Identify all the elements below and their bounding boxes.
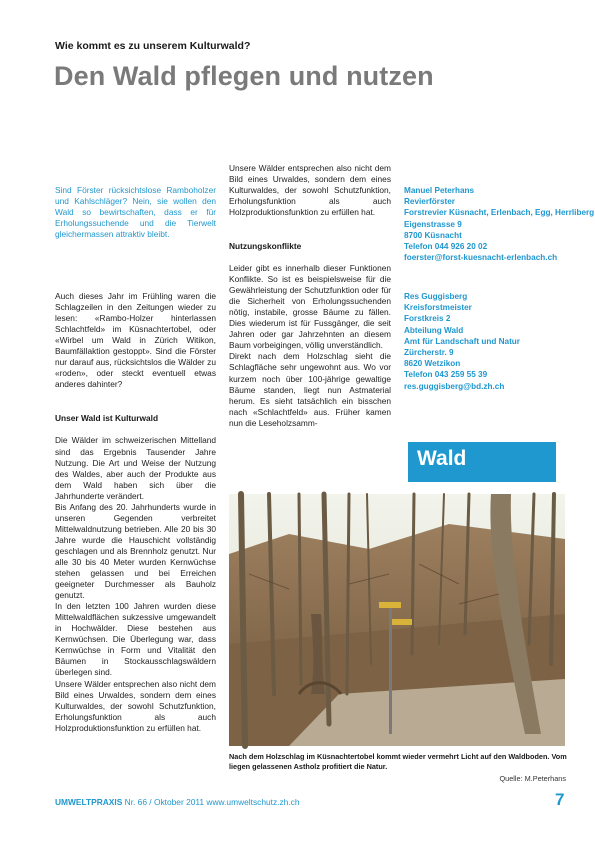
photo-caption: Nach dem Holzschlag im Küsnachtertobel kommt wieder vermehrt Licht auf den Waldboden. Vom liegen gelassenen Astholz profitiert die Natur.	[229, 752, 567, 771]
issue-info: Nr. 66 / Oktober 2011	[124, 797, 205, 807]
body-paragraph: Leider gibt es innerhalb dieser Funktionen Konflikte. So ist es beispielsweise für die Gewährleistung der Schutzfunktion oder für die Sicherheit von Erholungssuchenden nötig, instabile, grosse Bäume zu fällen. Dies wiederum ist für Fussgänger, die seit Jahren oder gar Jahrzehnten an diesem Baum vorbeigingen, völlig unverständlich.	[229, 263, 391, 351]
body-paragraph-continued: Unsere Wälder entsprechen also nicht dem Bild eines Urwaldes, sondern dem eines Kulturwaldes, der sowohl Schutzfunktion, Erholungsfunktion als auch Holzproduktionsfunktion zu erfüllen hat.	[229, 162, 391, 217]
body-paragraph: Bis Anfang des 20. Jahrhunderts wurde in unseren Gegenden verbreitet Mittelwaldnutzung betrieben. Alle 20 bis 30 Jahre wurde die Hauschicht vollständig geschlagen und als Brennholz genutzt. Nur alle 30 bis 40 Meter wurden Kernwüchse stehen gelassen und bei Erreichen geeigneter Durchmesser als Bauholz genutzt.	[55, 501, 216, 601]
page-number: 7	[555, 790, 565, 809]
article-kicker: Wie kommt es zu unserem Kulturwald?	[55, 40, 251, 52]
article-title: Den Wald pflegen und nutzen	[54, 61, 434, 91]
section-badge	[408, 442, 556, 482]
intro-paragraph: Auch dieses Jahr im Frühling waren die Schlagzeilen in den Zeitungen wieder zu lesen: «Rambo-Holzer hinterlassen Schlachtfeld» im Küsnachtertobel, oder «Wirbel um Wald in Zürich Witikon, Baumfällaktion gestoppt». Sind die Förster nur darauf aus, rücksichtslos die Wälder zu «roden», oder steckt eventuell etwas anderes dahinter?	[55, 291, 216, 390]
contact-box-guggisberg	[404, 291, 584, 392]
contact-box-peterhans	[404, 185, 595, 263]
forest-photo-illustration	[229, 494, 565, 746]
column-1-body	[55, 291, 216, 733]
body-paragraph: Die Wälder im schweizerischen Mittelland sind das Ergebnis Tausender Jahre Nutzung. Die Art und Weise der Nutzung des Waldes, aber auch der Produkte aus dem Wald haben sich über die Jahrhunderte verändert.	[55, 435, 216, 501]
magazine-name: UMWELTPRAXIS	[55, 797, 123, 807]
contact-line: Eigenstrasse 9	[404, 219, 462, 229]
column-2	[229, 162, 391, 429]
column-1	[55, 185, 216, 240]
contact-line: Res Guggisberg	[404, 292, 468, 301]
section-heading-nutzungskonflikte: Nutzungskonflikte	[229, 241, 302, 251]
contact-line: 8700 Küsnacht	[404, 230, 462, 240]
contact-line: Kreisforstmeister	[404, 303, 472, 313]
page-footer	[55, 797, 300, 807]
contact-email-link[interactable]: foerster@forst-kuesnacht-erlenbach.ch	[404, 253, 558, 263]
contact-line: Forstkreis 2	[404, 314, 451, 324]
footer-url-link[interactable]: www.umweltschutz.zh.ch	[206, 797, 300, 807]
contact-line: Zürcherstr. 9	[404, 348, 454, 358]
contact-line: Revierförster	[404, 197, 455, 207]
forest-photo	[229, 494, 565, 746]
contact-line: 8620 Wetzikon	[404, 359, 461, 369]
contact-line: Abteilung Wald	[404, 325, 464, 335]
contact-phone: Telefon 043 259 55 39	[404, 370, 488, 380]
badge-label: Wald	[417, 447, 467, 470]
section-heading-kulturwald: Unser Wald ist Kulturwald	[55, 413, 159, 424]
body-paragraph: In den letzten 100 Jahren wurden diese Mittelwaldflächen sukzessive umgewandelt in Hochwälder. Diese bestehen aus Kernwüchsen. Die Überlegung war, dass Kernwüchse in Form und Vitalität den Bäumen in Stockausschlagswäldern überlegen sind.	[55, 601, 216, 678]
contact-email-link[interactable]: res.guggisberg@bd.zh.ch	[404, 381, 505, 391]
contact-line: Manuel Peterhans	[404, 186, 475, 195]
body-paragraph: Unsere Wälder entsprechen also nicht dem Bild eines Urwaldes, sondern dem eines Kulturwaldes, der sowohl Schutzfunktion, Erholungsfunktion als auch Holzproduktionsfunktion zu erfüllen hat.	[55, 678, 216, 733]
photo-credit: Quelle: M.Peterhans	[499, 774, 566, 783]
body-paragraph: Direkt nach dem Holzschlag sieht die Schlagfläche sehr ungewohnt aus. Wo vor kurzem noch über 100-jährige gewaltige Bäume standen, liegt nun Astmaterial herum. Es sieht tatsächlich ein bisschen nach «Schlachtfeld» aus. Früher kamen nun die Leseholzsamm-	[229, 351, 391, 428]
contact-line: Amt für Landschaft und Natur	[404, 336, 520, 346]
contact-phone: Telefon 044 926 20 02	[404, 242, 488, 252]
lead-paragraph: Sind Förster rücksichtslose Ramboholzer und Kahlschläger? Nein, sie wollen den Wald so bewirtschaften, dass er für Erholungssuchende und die Tierwelt gleichermassen attraktiv bleibt.	[55, 185, 216, 240]
contact-line: Forstrevier Küsnacht, Erlenbach, Egg, Herrliberg	[404, 208, 595, 218]
